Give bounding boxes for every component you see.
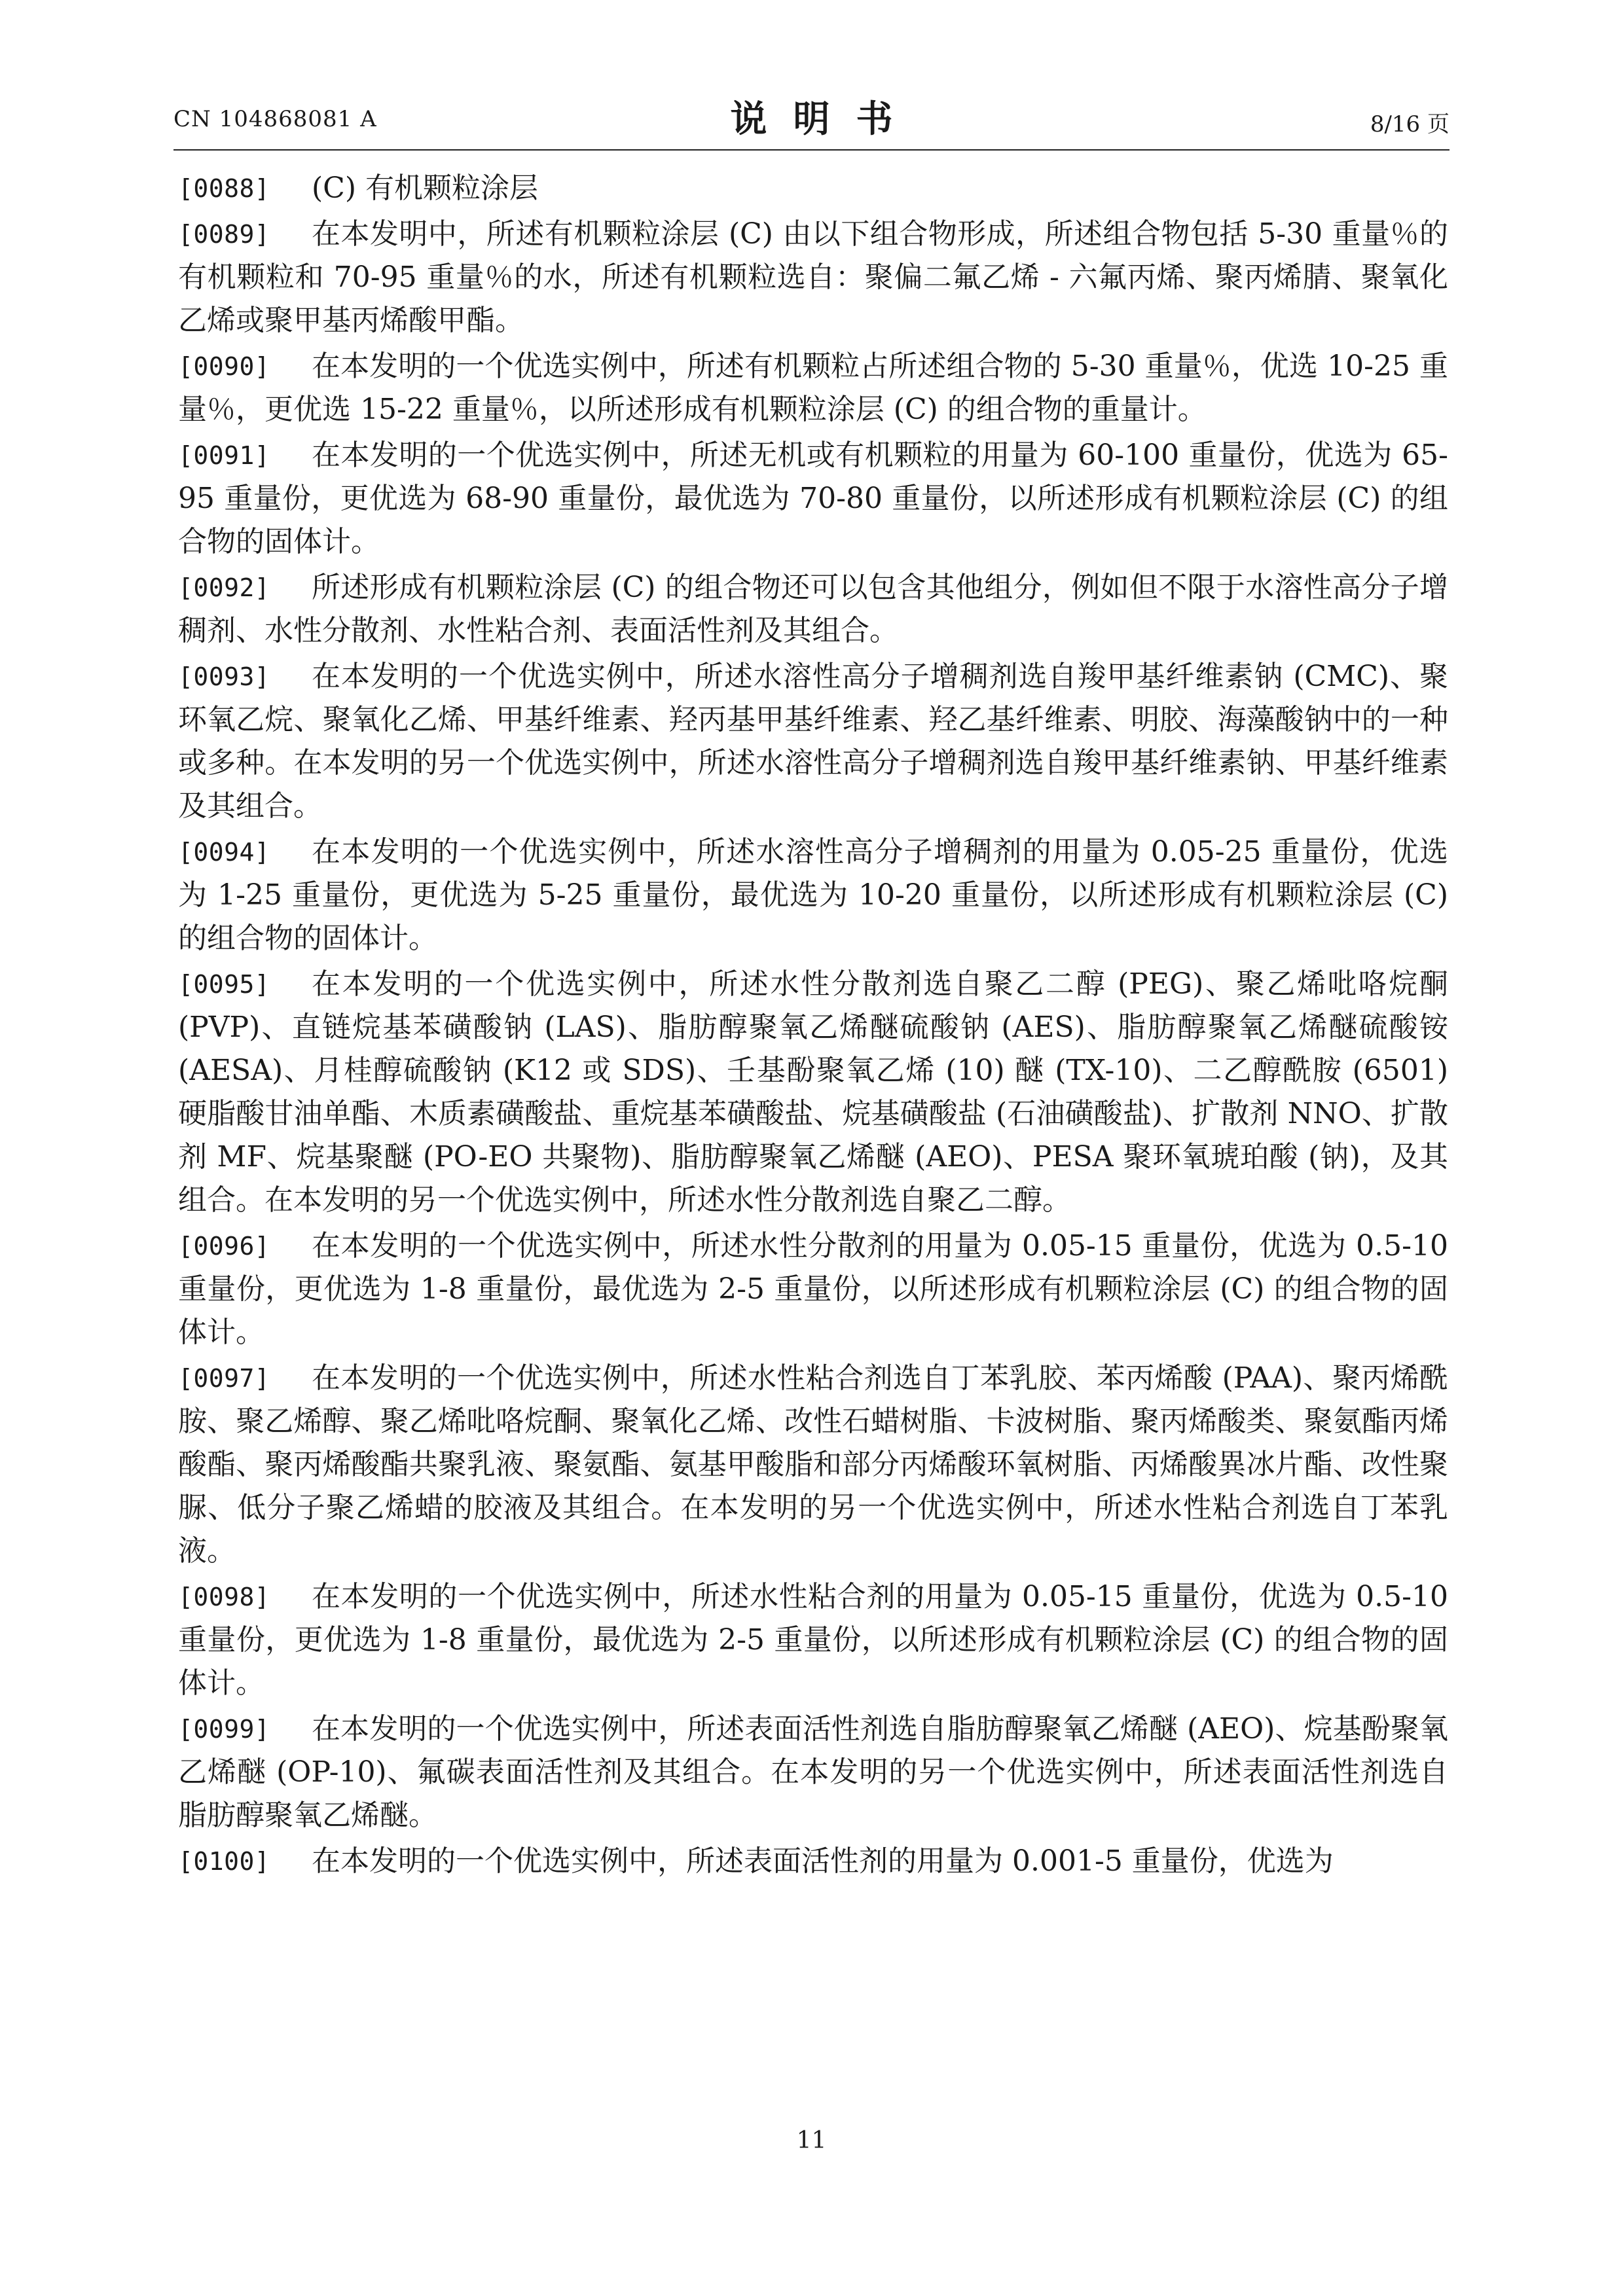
paragraph-0096 [178,1225,1448,1354]
paragraph-number: [0095] [178,970,270,999]
paragraph-number: [0088] [178,174,270,203]
paragraph-0093 [178,655,1448,828]
page-of-total: 8/16 页 [1370,111,1450,137]
paragraph-text: 在本发明的一个优选实例中，所述水性粘合剂选自丁苯乳胶、苯丙烯酸 (PAA)、聚丙烯酰胺、聚乙烯醇、聚乙烯吡咯烷酮、聚氧化乙烯、改性石蜡树脂、卡波树脂、聚丙烯酸类、聚氨酯丙烯酸酯、聚丙烯酸酯共聚乳液、聚氨酯、氨基甲酸脂和部分丙烯酸环氧树脂、丙烯酸異冰片酯、改性聚脲、低分子聚乙烯蜡的胶液及其组合。在本发明的另一个优选实例中，所述水性粘合剂选自丁苯乳液。 [178,1361,1448,1568]
patent-number: CN 104868081 A [173,106,377,132]
paragraph-text: 在本发明的一个优选实例中，所述水溶性高分子增稠剂的用量为 0.05-25 重量份，优选为 1-25 重量份，更优选为 5-25 重量份，最优选为 10-20 重量份，以所述形成有机颗粒涂层 (C) 的组合物的固体计。 [178,835,1448,955]
paragraph-0091 [178,434,1448,564]
paragraph-text: 在本发明的一个优选实例中，所述有机颗粒占所述组合物的 5-30 重量％，优选 10-25 重量％，更优选 15-22 重量％，以所述形成有机颗粒涂层 (C) 的组合物的重量计。 [178,350,1448,426]
paragraph-0094 [178,831,1448,960]
paragraph-text: 在本发明的一个优选实例中，所述水性分散剂的用量为 0.05-15 重量份，优选为 0.5-10 重量份，更优选为 1-8 重量份，最优选为 2-5 重量份，以所述形成有机颗粒涂层 (C) 的组合物的固体计。 [178,1229,1448,1349]
paragraph-text: 在本发明的一个优选实例中，所述无机或有机颗粒的用量为 60-100 重量份，优选为 65-95 重量份，更优选为 68-90 重量份，最优选为 70-80 重量份，以所述形成有机颗粒涂层 (C) 的组合物的固体计。 [178,439,1448,558]
paragraph-text: 在本发明的一个优选实例中，所述表面活性剂的用量为 0.001-5 重量份，优选为 [312,1844,1334,1878]
paragraph-0100 [178,1840,1448,1883]
paragraph-0088 [178,167,1448,210]
paragraph-text: 在本发明的一个优选实例中，所述表面活性剂选自脂肪醇聚氧乙烯醚 (AEO)、烷基酚聚氧乙烯醚 (OP-10)、氟碳表面活性剂及其组合。在本发明的另一个优选实例中，所述表面活性剂选自脂肪醇聚氧乙烯醚。 [178,1712,1448,1832]
paragraph-0092 [178,566,1448,653]
paragraph-text: (C) 有机颗粒涂层 [312,171,538,205]
document-body [178,167,1448,1886]
paragraph-text: 所述形成有机颗粒涂层 (C) 的组合物还可以包含其他组分，例如但不限于水溶性高分子增稠剂、水性分散剂、水性粘合剂、表面活性剂及其组合。 [178,571,1448,647]
paragraph-number: [0098] [178,1583,270,1611]
paragraph-number: [0089] [178,220,270,249]
paragraph-number: [0099] [178,1715,270,1744]
paragraph-number: [0091] [178,441,270,470]
paragraph-text: 在本发明的一个优选实例中，所述水性分散剂选自聚乙二醇 (PEG)、聚乙烯吡咯烷酮 (PVP)、直链烷基苯磺酸钠 (LAS)、脂肪醇聚氧乙烯醚硫酸钠 (AES)、脂肪醇聚氧乙烯醚硫酸铵 (AESA)、月桂醇硫酸钠 (K12 或 SDS)、壬基酚聚氧乙烯 (10) 醚 (TX-10)、二乙醇酰胺 (6501) 硬脂酸甘油单酯、木质素磺酸盐、重烷基苯磺酸盐、烷基磺酸盐 (石油磺酸盐)、扩散剂 NNO、扩散剂 MF、烷基聚醚 (PO-EO 共聚物)、脂肪醇聚氧乙烯醚 (AEO)、PESA 聚环氧琥珀酸 (钠)，及其组合。在本发明的另一个优选实例中，所述水性分散剂选自聚乙二醇。 [178,967,1448,1217]
paragraph-0097 [178,1357,1448,1573]
paragraph-number: [0092] [178,573,270,602]
header-rule [173,149,1450,151]
document-title: 说明书 [730,98,919,141]
paragraph-text: 在本发明中，所述有机颗粒涂层 (C) 由以下组合物形成，所述组合物包括 5-30 重量％的有机颗粒和 70-95 重量％的水，所述有机颗粒选自：聚偏二氟乙烯 - 六氟丙烯、聚丙烯腈、聚氧化乙烯或聚甲基丙烯酸甲酯。 [178,217,1448,337]
paragraph-number: [0090] [178,352,270,381]
paragraph-0098 [178,1575,1448,1705]
paragraph-number: [0094] [178,838,270,867]
paragraph-number: [0093] [178,662,270,691]
paragraph-number: [0100] [178,1847,270,1876]
paragraph-0095 [178,963,1448,1222]
paragraph-number: [0096] [178,1232,270,1261]
paragraph-0099 [178,1708,1448,1837]
paragraph-0089 [178,213,1448,342]
page-number: 11 [796,2127,827,2154]
paragraph-number: [0097] [178,1364,270,1393]
paragraph-text: 在本发明的一个优选实例中，所述水性粘合剂的用量为 0.05-15 重量份，优选为 0.5-10 重量份，更优选为 1-8 重量份，最优选为 2-5 重量份，以所述形成有机颗粒涂层 (C) 的组合物的固体计。 [178,1580,1448,1700]
paragraph-text: 在本发明的一个优选实例中，所述水溶性高分子增稠剂选自羧甲基纤维素钠 (CMC)、聚环氧乙烷、聚氧化乙烯、甲基纤维素、羟丙基甲基纤维素、羟乙基纤维素、明胶、海藻酸钠中的一种或多种。在本发明的另一个优选实例中，所述水溶性高分子增稠剂选自羧甲基纤维素钠、甲基纤维素及其组合。 [178,660,1448,823]
paragraph-0090 [178,345,1448,431]
